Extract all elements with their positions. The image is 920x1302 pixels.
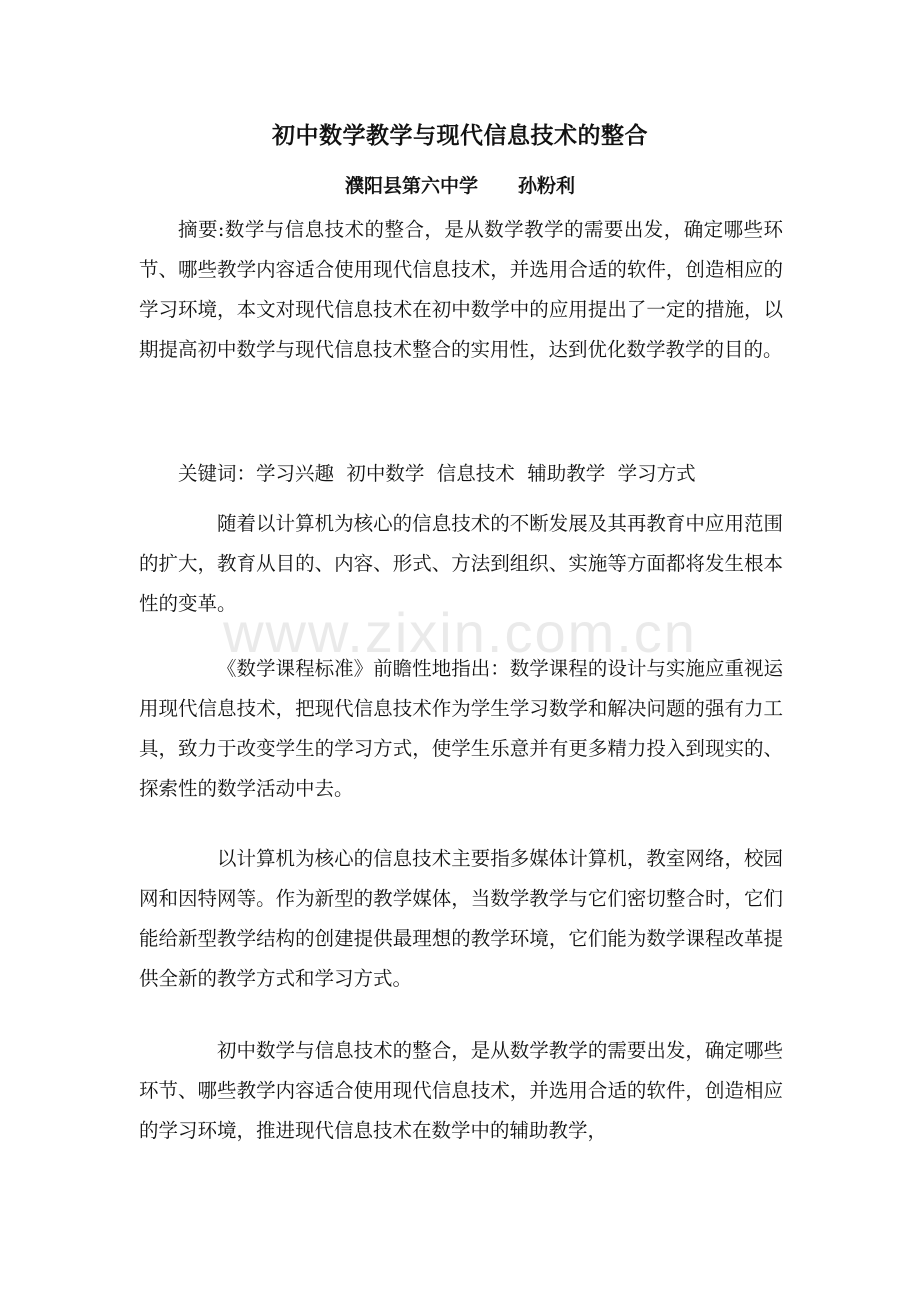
body-paragraph-1-block bbox=[139, 504, 783, 624]
body-paragraph-3-block bbox=[139, 839, 783, 999]
body-paragraph: 以计算机为核心的信息技术主要指多媒体计算机，教室网络，校园网和因特网等。作为新型的教学媒体，当数学教学与它们密切整合时，它们能给新型教学结构的创建提供最理想的教学环境，它们能为数学课程改革提供全新的教学方式和学习方式。 bbox=[139, 847, 783, 990]
abstract-label: 摘要: bbox=[178, 218, 225, 241]
author-school: 濮阳县第六中学 bbox=[344, 175, 478, 197]
body-paragraph-4-block bbox=[139, 1031, 783, 1151]
body-paragraph: 初中数学与信息技术的整合，是从数学教学的需要出发，确定哪些环节、哪些教学内容适合使用现代信息技术，并选用合适的软件，创造相应的学习环境，推进现代信息技术在数学中的辅助教学， bbox=[139, 1039, 783, 1142]
abstract-paragraph bbox=[139, 210, 783, 370]
author-name: 孙粉利 bbox=[518, 175, 576, 197]
body-paragraph-2-block bbox=[139, 649, 783, 809]
keywords-paragraph bbox=[139, 454, 783, 494]
abstract-block bbox=[139, 210, 783, 370]
keywords-label: 关键词： bbox=[178, 462, 257, 485]
abstract-text: 数学与信息技术的整合，是从数学教学的需要出发，确定哪些环节、哪些教学内容适合使用现代信息技术，并选用合适的软件，创造相应的学习环境，本文对现代信息技术在初中数学中的应用提出了一定的措施，以期提高初中数学与现代信息技术整合的实用性，达到优化数学教学的目的。 bbox=[139, 218, 783, 361]
watermark: www.zixin.com.cn bbox=[223, 601, 697, 664]
body-paragraph: 随着以计算机为核心的信息技术的不断发展及其再教育中应用范围的扩大，教育从目的、内容、形式、方法到组织、实施等方面都将发生根本性的变革。 bbox=[139, 512, 783, 615]
keywords-block bbox=[139, 454, 783, 494]
body-paragraph: 《数学课程标准》前瞻性地指出：数学课程的设计与实施应重视运用现代信息技术，把现代信息技术作为学生学习数学和解决问题的强有力工具，致力于改变学生的学习方式，使学生乐意并有更多精力投入到现实的、探索性的数学活动中去。 bbox=[139, 657, 783, 800]
keywords-text: 学习兴趣 初中数学 信息技术 辅助教学 学习方式 bbox=[256, 462, 696, 485]
author-line bbox=[0, 170, 920, 202]
document-title: 初中数学教学与现代信息技术的整合 bbox=[272, 122, 648, 149]
